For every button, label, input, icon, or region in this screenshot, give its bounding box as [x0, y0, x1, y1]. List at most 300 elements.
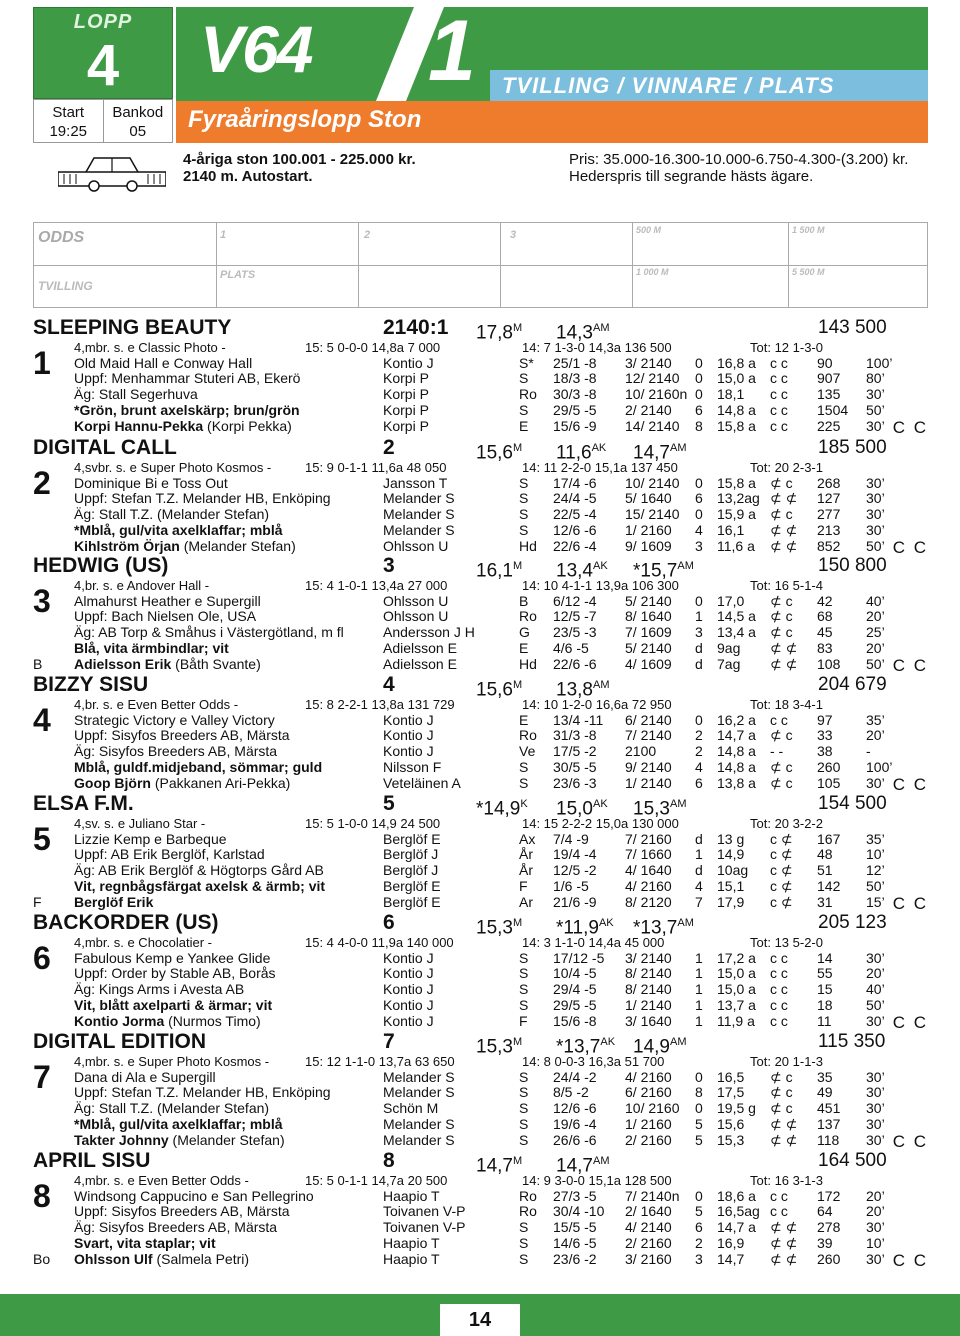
race-cell: d [695, 862, 703, 879]
race-cell: S [519, 370, 529, 387]
start-number: 8 [33, 1178, 51, 1214]
best-time-suffix: AM [592, 1155, 610, 1167]
race-cell: 7/ 1609 [625, 624, 672, 641]
stats-total: Tot: 20 3-2-2 [750, 816, 823, 831]
race-cell: 15,0 a [717, 965, 756, 982]
race-cell: ᴄ ᴄ [770, 370, 788, 387]
race-cell: Berglöf J [383, 862, 439, 879]
race-cell: 35’ [866, 830, 885, 847]
race-cell: ⊄ ᴄ [770, 474, 793, 491]
race-cell: Berglöf E [383, 893, 441, 910]
stats-current: 15: 5 0-0-0 14,8a 7 000 [305, 340, 441, 355]
race-cell: Melander S [383, 1084, 455, 1101]
race-cell: 4/6 -5 [553, 639, 589, 656]
race-cell: 24/4 -2 [553, 1068, 597, 1085]
autostart-car-icon [58, 150, 166, 192]
race-cell: 16,5ag [717, 1203, 760, 1220]
race-cell: 18,6 a [717, 1187, 756, 1204]
race-cell: 13,4 a [717, 624, 756, 641]
race-cell: 30’ [866, 506, 885, 523]
race-cell: 1 [695, 1012, 703, 1029]
race-cell: 25’ [866, 624, 885, 641]
race-cell: ⊄ ᴄ [770, 727, 793, 744]
race-cell: 30’ [866, 1219, 885, 1236]
race-number: 4 [86, 33, 120, 98]
horse-info-line: Äg: Sisyfos Breeders AB, Märsta [74, 1219, 278, 1236]
race-cell: 3 [695, 1250, 703, 1267]
best-time-suffix: AM [669, 442, 687, 454]
race-cell: 260 [817, 1250, 841, 1267]
race-cell: 14,9 [717, 846, 745, 863]
trainer-name: (Båth Svante) [175, 655, 261, 672]
race-cell: 6/12 -4 [553, 592, 597, 609]
race-cell: 15,0 a [717, 370, 756, 387]
total-earnings: 185 500 [818, 437, 887, 458]
race-cell: 6/ 2140 [625, 711, 672, 728]
horse-info-line: Windsong Cappucino e San Pellegrino [74, 1187, 314, 1204]
race-cell: 1 [695, 981, 703, 998]
total-earnings: 143 500 [818, 317, 887, 338]
race-cell: Berglöf J [383, 846, 439, 863]
race-cell: 5/ 2140 [625, 639, 672, 656]
race-cell: 17/12 -5 [553, 949, 605, 966]
race-cell: 5/ 1640 [625, 490, 672, 507]
best-time-value: 15,3 [476, 917, 513, 939]
race-cell: 23/6 -3 [553, 774, 597, 791]
race-cell: S [519, 996, 529, 1013]
race-cell: 4 [695, 758, 703, 775]
race-cell: S [519, 1234, 529, 1251]
driver-trainer [74, 657, 261, 673]
horse-entry [0, 555, 960, 674]
race-cell: 1/ 2140 [625, 996, 672, 1013]
post-position: 2140:1 [383, 316, 449, 339]
race-cell: ⊄ ⊄ [770, 639, 798, 656]
race-cell: Nilsson F [383, 758, 442, 775]
race-cell: Haapio T [383, 1187, 440, 1204]
stats-current: 15: 12 1-1-0 13,7a 63 650 [305, 1054, 455, 1069]
race-cell: 21/6 -9 [553, 893, 597, 910]
post-position: 6 [383, 911, 395, 934]
race-cell: 20’ [866, 1203, 885, 1220]
stats-total: Tot: 12 1-3-0 [750, 340, 823, 355]
race-cell: 167 [817, 830, 841, 847]
horse-info-line: *Mblå, gul/vita axelklaffar; mblå [74, 1115, 283, 1132]
stats-previous: 14: 9 3-0-0 15,1a 128 500 [522, 1173, 672, 1188]
shoe-indicator: C C [892, 418, 928, 437]
best-time-suffix: AK [600, 1036, 616, 1048]
race-cell: 16,5 [717, 1068, 745, 1085]
race-cell: Melander S [383, 490, 455, 507]
race-cell: ⊄ ⊄ [770, 1219, 798, 1236]
race-cell: 50’ [866, 401, 885, 418]
race-cell: 50’ [866, 996, 885, 1013]
race-cell: 0 [695, 711, 703, 728]
race-cell: Kontio J [383, 711, 434, 728]
race-cell: 852 [817, 537, 841, 554]
race-cell: ᴄ ᴄ [770, 981, 788, 998]
race-cell: 0 [695, 354, 703, 371]
race-cell: 0 [695, 474, 703, 491]
shoe-code: F [33, 894, 42, 910]
race-cell: 15/6 -8 [553, 1012, 597, 1029]
race-cell: 15,6 [717, 1115, 745, 1132]
start-number: 5 [33, 821, 51, 857]
race-cell: 12/6 -6 [553, 1100, 597, 1117]
race-cell: År [519, 846, 533, 863]
horse-name: BIZZY SISU [33, 673, 149, 696]
race-cell: d [695, 655, 703, 672]
horse-info-line: Uppf: Stefan T.Z. Melander HB, Enköping [74, 1084, 331, 1101]
race-cell: 118 [817, 1131, 840, 1148]
best-time-suffix: M [512, 322, 523, 334]
race-conditions: 4-åriga ston 100.001 - 225.000 kr. 2140 m. Autostart. [183, 151, 416, 185]
race-cell: 6/ 2160 [625, 1084, 672, 1101]
race-cell: 45 [817, 624, 833, 641]
best-time-suffix: AM [592, 322, 610, 334]
race-cell: 22/5 -4 [553, 506, 597, 523]
race-cell: 40’ [866, 592, 885, 609]
race-cell: 35 [817, 1068, 833, 1085]
start-number: 4 [33, 702, 51, 738]
shoe-indicator: C C [892, 1251, 928, 1270]
driver-trainer [74, 1014, 261, 1030]
race-cell: 19/4 -4 [553, 846, 597, 863]
race-cell: 68 [817, 608, 833, 625]
race-cell: 24/4 -5 [553, 490, 597, 507]
race-cell: 8/5 -2 [553, 1084, 589, 1101]
best-time-suffix: M [512, 442, 523, 454]
race-cell: d [695, 830, 703, 847]
horse-name: DIGITAL EDITION [33, 1030, 207, 1053]
driver-trainer [74, 1133, 285, 1149]
best-time-suffix: M [512, 917, 523, 929]
horse-name: BACKORDER (US) [33, 911, 219, 934]
race-cell: 17,9 [717, 893, 745, 910]
race-cell: 2 [695, 727, 703, 744]
shoe-code: Bo [33, 1251, 51, 1267]
horse-info-line: Old Maid Hall e Conway Hall [74, 354, 253, 371]
race-cell: S [519, 1131, 529, 1148]
race-cell: 6 [695, 490, 703, 507]
horse-info-line: Uppf: Sisyfos Breeders AB, Märsta [74, 727, 290, 744]
race-cell: S [519, 981, 529, 998]
race-cell: 30’ [866, 1131, 885, 1148]
race-cell: 2 [695, 1234, 703, 1251]
race-cell: ⊄ ⊄ [770, 537, 798, 554]
race-cell: 18 [817, 996, 833, 1013]
horse-info-line: Almahurst Heather e Supergill [74, 592, 261, 609]
driver-name: Berglöf Erik [74, 893, 154, 910]
race-cell: 26/6 -6 [553, 1131, 597, 1148]
race-cell: ⊄ ᴄ [770, 1068, 793, 1085]
race-cell: 14/ 2140 [625, 417, 680, 434]
race-cell: 19/6 -4 [553, 1115, 597, 1132]
race-cell: 14,8 a [717, 758, 756, 775]
race-cell: ᴄ ⊄ [770, 877, 793, 894]
pedigree-line: 4,mbr. s. e Chocolatier - [74, 935, 212, 950]
race-cell: 30’ [866, 1250, 885, 1267]
race-cell: 260 [817, 758, 841, 775]
race-cell: 30/4 -10 [553, 1203, 605, 1220]
race-cell: 8/ 2120 [625, 893, 672, 910]
race-cell: 13/4 -11 [553, 711, 604, 728]
best-time-suffix: AM [669, 798, 687, 810]
race-cell: Haapio T [383, 1250, 440, 1267]
total-earnings: 150 800 [818, 555, 887, 576]
race-cell: 11 [817, 1012, 832, 1029]
race-cell: Melander S [383, 521, 455, 538]
race-cell: 8/ 2140 [625, 965, 672, 982]
post-position: 3 [383, 554, 395, 577]
race-cell: S [519, 1100, 529, 1117]
race-cell: 33 [817, 727, 833, 744]
stats-current: 15: 9 0-1-1 11,6a 48 050 [305, 460, 447, 475]
race-cell: 5 [695, 1203, 703, 1220]
horse-entry [0, 437, 960, 556]
total-earnings: 205 123 [818, 912, 887, 933]
pedigree-line: 4,mbr. s. e Classic Photo - [74, 340, 226, 355]
race-cell: Kontio J [383, 743, 434, 760]
race-cell: 5/ 2140 [625, 592, 672, 609]
race-cell: 7/ 2160 [625, 830, 672, 847]
race-cell: ⊄ ᴄ [770, 774, 793, 791]
best-time-suffix: M [512, 1155, 523, 1167]
trainer-name: (Melander Stefan) [183, 537, 296, 554]
race-cell: 0 [695, 1068, 703, 1085]
race-cell: 15,3 [717, 1131, 745, 1148]
bankod-label: Bankod [112, 104, 164, 121]
trainer-name: (Salmela Petri) [156, 1250, 250, 1267]
race-cell: S [519, 1068, 529, 1085]
horse-entry [0, 1150, 960, 1269]
race-cell: 35’ [866, 711, 885, 728]
best-time-value: 14,7 [476, 1155, 513, 1177]
race-cell: 8 [695, 1084, 703, 1101]
race-cell: 15/5 -5 [553, 1219, 597, 1236]
race-cell: 12/5 -2 [553, 862, 597, 879]
race-cell: 8/ 2140 [625, 981, 672, 998]
race-cell: 1 [695, 608, 703, 625]
race-cell: 30’ [866, 490, 885, 507]
best-time [476, 793, 528, 820]
odds-entry-table: ODDS TVILLING 1 2 3 500 M 1 500 M PLATS 1 000 M 5 500 M [33, 222, 928, 308]
race-cell: 3 [695, 624, 703, 641]
horse-info-line: Äg: AB Erik Berglöf & Högtorps Gård AB [74, 862, 324, 879]
race-cell: 12/5 -7 [553, 608, 597, 625]
race-cell: Korpi P [383, 386, 429, 403]
race-cell: 17/5 -2 [553, 743, 597, 760]
race-cell: Haapio T [383, 1234, 440, 1251]
race-cell: 30’ [866, 949, 885, 966]
race-cell: 10’ [866, 1234, 885, 1251]
race-cell: ⊄ ᴄ [770, 506, 793, 523]
race-cell: 48 [817, 846, 833, 863]
race-cell: ⊄ ᴄ [770, 758, 793, 775]
best-time [476, 437, 522, 464]
game-logo: V64 [200, 12, 312, 86]
horse-info-line: Mblå, guldf.midjeband, sömmar; guld [74, 758, 323, 775]
stats-previous: 14: 11 2-2-0 15,1a 137 450 [522, 460, 678, 475]
race-cell: 1/ 2160 [625, 521, 672, 538]
stats-current: 15: 5 1-0-0 14,9 24 500 [305, 816, 441, 831]
race-cell: 20’ [866, 1187, 885, 1204]
race-cell: ᴄ ᴄ [770, 417, 788, 434]
race-cell: 1/ 2140 [625, 774, 672, 791]
race-cell: 15’ [866, 893, 885, 910]
horse-info-line: Äg: AB Torp & Småhus i Västergötland, m fl [74, 624, 344, 641]
pedigree-line: 4,svbr. s. e Super Photo Kosmos - [74, 460, 272, 475]
race-cell: 8/ 1640 [625, 608, 672, 625]
horse-info-line: *Grön, brunt axelskärp; brun/grön [74, 401, 300, 418]
race-cell: 30’ [866, 1012, 885, 1029]
race-cell: Ve [519, 743, 536, 760]
horse-info-line: Dana di Ala e Supergill [74, 1068, 216, 1085]
post-position: 8 [383, 1149, 395, 1172]
race-cell: 4 [695, 521, 703, 538]
odds-label: ODDS [38, 229, 85, 246]
shoe-indicator: C C [892, 656, 928, 675]
race-cell: 15,8 a [717, 417, 756, 434]
race-cell: 22/6 -4 [553, 537, 597, 554]
best-time-suffix: AK [592, 560, 608, 572]
race-cell: 17,0 [717, 592, 745, 609]
race-cell: 2/ 2160 [625, 1131, 672, 1148]
race-cell: 278 [817, 1219, 841, 1236]
race-cell: 5 [695, 1131, 703, 1148]
race-cell: Ro [519, 608, 537, 625]
stats-total: Tot: 16 3-1-3 [750, 1173, 823, 1188]
horse-info-line: Äg: Stall T.Z. (Melander Stefan) [74, 506, 270, 523]
trainer-name: (Melander Stefan) [172, 1131, 285, 1148]
horse-info-line: Uppf: Sisyfos Breeders AB, Märsta [74, 1203, 290, 1220]
race-cell: 50’ [866, 655, 885, 672]
race-cell: Kontio J [383, 965, 434, 982]
horse-entry [0, 674, 960, 793]
stats-previous: 14: 10 1-2-0 16,6a 72 950 [522, 697, 672, 712]
race-cell: S [519, 401, 529, 418]
race-cell: 38 [817, 743, 833, 760]
race-cell: Ro [519, 386, 537, 403]
race-cell: 30’ [866, 1100, 885, 1117]
race-cell: ᴄ ᴄ [770, 1187, 788, 1204]
race-cell: 16,8 a [717, 354, 756, 371]
horse-info-line: Äg: Kings Arms i Avesta AB [74, 981, 245, 998]
race-cell: ᴄ ᴄ [770, 1012, 788, 1029]
race-cell: 22/6 -6 [553, 655, 597, 672]
race-cell: ᴄ ⊄ [770, 830, 793, 847]
best-time-value: 13,4 [556, 560, 593, 582]
stats-current: 15: 4 4-0-0 11,9a 140 000 [305, 935, 454, 950]
race-cell: 90 [817, 354, 833, 371]
race-cell: 6 [695, 401, 703, 418]
race-cell: 40’ [866, 981, 885, 998]
game-leg-number: 1 [428, 3, 476, 99]
race-cell: - - [770, 743, 784, 760]
race-cell: Ax [519, 830, 536, 847]
race-cell: 100’ [866, 354, 893, 371]
race-cell: 142 [817, 877, 841, 894]
race-cell: 225 [817, 417, 841, 434]
race-cell: 0 [695, 592, 703, 609]
horse-info-line: Strategic Victory e Valley Victory [74, 711, 275, 728]
stats-current: 15: 8 2-2-1 13,8a 131 729 [305, 697, 455, 712]
race-cell: ᴄ ᴄ [770, 401, 788, 418]
driver-name: Korpi Hannu-Pekka [74, 417, 204, 434]
race-cell: ⊄ ⊄ [770, 655, 798, 672]
race-cell: 29/5 -5 [553, 996, 597, 1013]
race-cell: 0 [695, 1100, 703, 1117]
horse-entry [0, 1031, 960, 1150]
race-cell: 30’ [866, 1115, 885, 1132]
race-cell: 97 [817, 711, 833, 728]
race-cell: 12/ 2140 [625, 370, 680, 387]
shoe-indicator: C C [892, 538, 928, 557]
horse-name: DIGITAL CALL [33, 436, 177, 459]
race-cell: ⊄ ᴄ [770, 1084, 793, 1101]
race-cell: 4 [695, 877, 703, 894]
prize-info: Pris: 35.000-16.300-10.000-6.750-4.300-(3.200) kr. Hederspris till segrande hästs ägare. [569, 151, 909, 185]
race-cell: Adielsson E [383, 655, 457, 672]
race-cell: 16,9 [717, 1234, 745, 1251]
race-cell: 30’ [866, 474, 885, 491]
race-cell: 2/ 2160 [625, 1234, 672, 1251]
start-number: 7 [33, 1059, 51, 1095]
race-cell: ᴄ ⊄ [770, 846, 793, 863]
race-cell: ⊄ ᴄ [770, 608, 793, 625]
race-cell: Korpi P [383, 417, 429, 434]
race-cell: 14/6 -5 [553, 1234, 597, 1251]
shoe-indicator: C C [892, 775, 928, 794]
plats-label: PLATS [220, 269, 256, 281]
race-cell: 213 [817, 521, 841, 538]
best-time-value: 15,3 [476, 1036, 513, 1058]
pedigree-line: 4,sv. s. e Juliano Star - [74, 816, 206, 831]
race-cell: 14,7 a [717, 727, 756, 744]
horse-info-line: Svart, vita staplar; vit [74, 1234, 216, 1251]
horse-info-line: Uppf: AB Erik Berglöf, Karlstad [74, 846, 265, 863]
race-cell: 1/ 2160 [625, 1115, 672, 1132]
race-cell: ᴄ ᴄ [770, 354, 788, 371]
race-cell: År [519, 862, 533, 879]
horse-info-line: Uppf: Stefan T.Z. Melander HB, Enköping [74, 490, 331, 507]
race-cell: 23/5 -3 [553, 624, 597, 641]
race-cell: Berglöf E [383, 830, 441, 847]
race-cell: Kontio J [383, 996, 434, 1013]
stats-current: 15: 5 0-1-1 14,7a 20 500 [305, 1173, 448, 1188]
race-cell: 29/4 -5 [553, 981, 597, 998]
best-time-suffix: M [512, 679, 523, 691]
race-cell: 20’ [866, 727, 885, 744]
race-cell: 14,7 a [717, 1219, 756, 1236]
race-cell: 83 [817, 639, 833, 656]
race-cell: 20’ [866, 639, 885, 656]
race-cell: 1 [695, 965, 703, 982]
race-cell: 14,5 a [717, 608, 756, 625]
race-cell: 80’ [866, 370, 885, 387]
start-label: Start [52, 104, 85, 121]
race-cell: F [519, 1012, 528, 1029]
race-cell: S [519, 490, 529, 507]
best-time-suffix: AM [677, 560, 694, 572]
bet-types-banner: TVILLING / VINNARE / PLATS [490, 70, 928, 101]
race-cell: 15/6 -9 [553, 417, 597, 434]
race-cell: 135 [817, 386, 841, 403]
race-cell: 3/ 2160 [625, 1250, 672, 1267]
race-cell: 30/3 -8 [553, 386, 597, 403]
race-cell: S [519, 1115, 529, 1132]
race-cell: 3/ 2140 [625, 949, 672, 966]
